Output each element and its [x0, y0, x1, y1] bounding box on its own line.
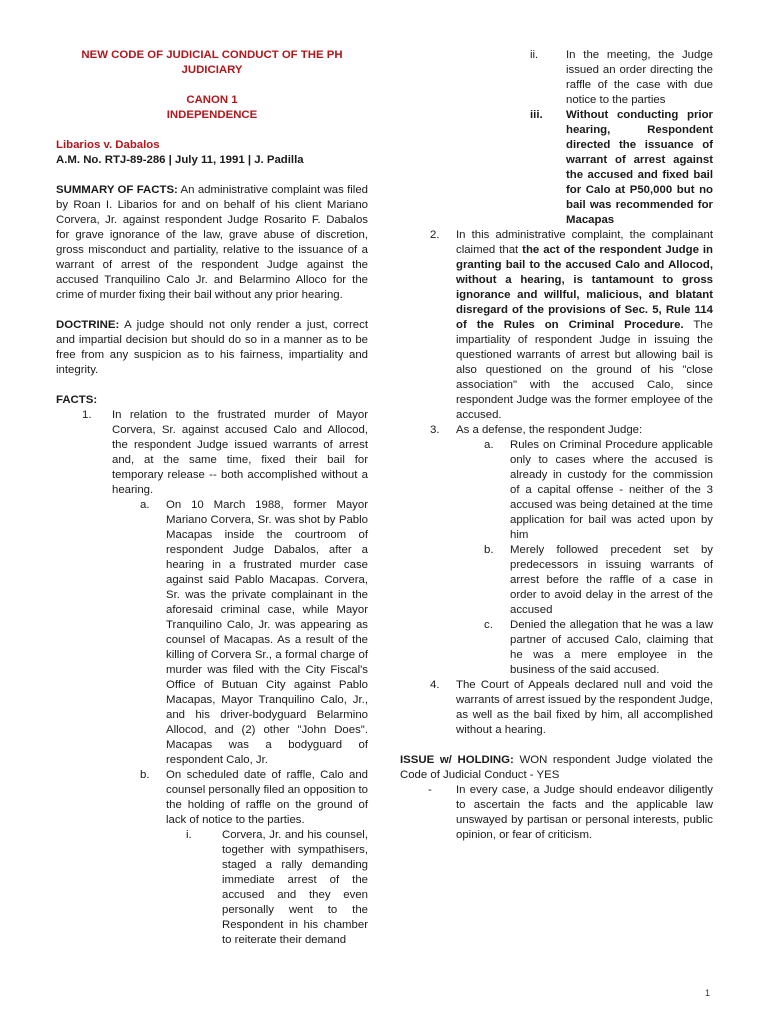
list-text: Merely followed precedent set by predecessors in issuing warrants of arrest before the raffle of a case in order to avoid delay in the arrest of the accused: [510, 544, 713, 616]
facts-item-2: [400, 228, 713, 423]
page-number: 1: [704, 988, 710, 998]
list-text: Rules on Criminal Procedure applicable only to cases where the accused is already in custody for the commission of a capital offense - neither of the 3 accused was being detained at the time application for bail was acted upon by him: [510, 439, 713, 541]
list-text: Corvera, Jr. and his counsel, together with sympathisers, staged a rally demanding immediate arrest of the accused and they even personally went to the Respondent in his chamber to reiterate their demand: [222, 829, 368, 946]
item2-text-a: In this administrative complaint, the complainant claimed that: [456, 229, 713, 256]
facts-item-1a: [56, 498, 368, 768]
list-letter: a.: [484, 439, 494, 451]
case-name: Libarios v. Dabalos: [56, 139, 160, 151]
list-text: Denied the allegation that he was a law partner of accused Calo, claiming that he was a mere employee in the business of the said accused.: [510, 619, 713, 676]
list-letter: a.: [140, 499, 150, 511]
facts-heading: FACTS:: [56, 394, 98, 406]
list-text: On 10 March 1988, former Mayor Mariano Corvera, Sr. was shot by Pablo Macapas inside the courtroom of respondent Judge Dabalos, after a hearing in a frustrated murder case against said Pablo Macapas. Corvera, Sr. was the private complainant in the aforesaid criminal case, while Mayor Tranquilino Calo, Jr. was appearing as counsel of Macapas. As a result of the killing of Corvera Sr., a formal charge of murder was filed with the City Fiscal's Office of Butuan City against Pablo Macapas, Mayor Tranquilino Calo, Jr., and his driver-bodyguard Belarmino Allocod, and (2) other "John Does". Macapas was a bodyguard of respondent Calo, Jr.: [166, 499, 368, 766]
canon-title: INDEPENDENCE: [166, 109, 258, 121]
issue-text: WON respondent Judge violated the Code of Judicial Conduct - YES: [400, 754, 713, 781]
holding-point: [400, 783, 713, 843]
list-text: In every case, a Judge should endeavor diligently to ascertain the facts and the applicable law unswayed by partisan or personal interests, public opinion, or fear of criticism.: [456, 784, 713, 841]
list-roman: i.: [186, 829, 192, 841]
list-number: 1.: [82, 409, 92, 421]
right-column: [400, 48, 713, 843]
list-text: Without conducting prior hearing, Respondent directed the issuance of warrant of arrest against the accused and fixed bail for Calo at P50,000 but no bail was recommended for Macapas: [566, 109, 713, 226]
issue-label: ISSUE w/ HOLDING:: [400, 754, 514, 766]
list-number: 2.: [430, 229, 440, 241]
bullet-dash: -: [428, 784, 432, 796]
document-title: NEW CODE OF JUDICIAL CONDUCT OF THE PH: [81, 49, 343, 61]
list-text: As a defense, the respondent Judge:: [456, 424, 643, 436]
facts-item-1: [56, 408, 368, 498]
facts-item-3a: [400, 438, 713, 543]
list-roman: iii.: [530, 109, 543, 121]
doctrine: [56, 318, 368, 378]
facts-item-4: [400, 678, 713, 738]
facts-item-1b: [56, 768, 368, 828]
doctrine-label: DOCTRINE:: [56, 319, 120, 331]
facts-item-1b-iii: [400, 108, 713, 228]
facts-item-3: [400, 423, 713, 438]
list-letter: b.: [484, 544, 494, 556]
list-letter: c.: [484, 619, 493, 631]
facts-item-3c: [400, 618, 713, 678]
item2-text-b: The impartiality of respondent Judge in issuing the questioned warrants of arrest but allowing bail is also questioned on the ground of his "close association" with the accused Calo, since respondent Judge was the former employee of the accused.: [456, 319, 713, 421]
item2-bold: the act of the respondent Judge in granting bail to the accused Calo and Allocod, without a hearing, is tantamount to gross ignorance and willful, malicious, and blatant disregard of the provisions of Sec. 5, Rule 114 of the Rules on Criminal Procedure.: [456, 244, 713, 331]
doctrine-text: A judge should not only render a just, correct and impartial decision but should do so in a manner as to be free from any suspicion as to his fairness, impartiality and integrity.: [56, 319, 368, 376]
summary-label: SUMMARY OF FACTS:: [56, 184, 178, 196]
list-text: On scheduled date of raffle, Calo and counsel personally filed an opposition to the holding of raffle on the ground of lack of notice to the parties.: [166, 769, 369, 826]
canon-number: CANON 1: [186, 94, 238, 106]
list-number: 3.: [430, 424, 440, 436]
list-text: In the meeting, the Judge issued an order directing the raffle of the case with due notice to the parties: [566, 49, 713, 106]
list-letter: b.: [140, 769, 150, 781]
list-number: 4.: [430, 679, 440, 691]
left-column: [56, 48, 368, 948]
facts-item-1b-i: [56, 828, 368, 948]
list-text: In relation to the frustrated murder of Mayor Corvera, Sr. against accused Calo and Allocod, the respondent Judge issued warrants of arrest and, at the same time, fixed their bail for temporary release -- both accomplished without a hearing.: [112, 409, 368, 496]
document-title-cont: JUDICIARY: [181, 64, 243, 76]
case-citation: A.M. No. RTJ-89-286 | July 11, 1991 | J. Padilla: [56, 154, 304, 166]
facts-item-3b: [400, 543, 713, 618]
summary-text: An administrative complaint was filed by Roan I. Libarios for and on behalf of his client Mariano Corvera, Jr. against respondent Judge Rosarito F. Dabalos for grave ignorance of the law, grave abuse of discretion, gross misconduct and partiality, relative to the issuance of a warrant of arrest of the respondent Judge against the accused Tranquilino Calo Jr. and Belarmino Alloco for the crime of murder fixing their bail without any prior hearing.: [56, 184, 368, 301]
summary-of-facts: [56, 183, 368, 303]
issue-holding: [400, 753, 713, 783]
facts-item-1b-ii: [400, 48, 713, 108]
list-text: The Court of Appeals declared null and void the warrants of arrest issued by the respondent Judge, as well as the bail fixed by him, all accomplished without a hearing.: [456, 679, 713, 736]
list-roman: ii.: [530, 49, 539, 61]
list-text: [456, 228, 713, 423]
